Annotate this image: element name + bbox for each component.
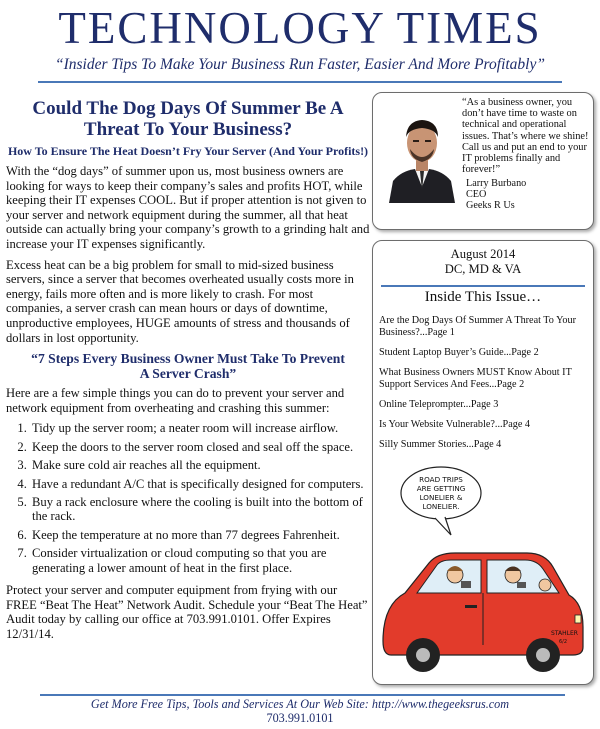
newsletter-tagline: “Insider Tips To Make Your Business Run Faster, Easier And More Profitably” [54, 56, 545, 73]
quote-name: Larry Burbano [466, 178, 527, 190]
article-paragraph-2: Excess heat can be a big problem for small to mid-sized business servers, since a server that becomes overheated usually costs more in energy, fails more often and is more likely to crash. For most companies, a server crash can mean hours or days of downtime, unproductive employees, HUGE amounts of stress and thousands of dollars in lost opportunity. [6, 257, 354, 345]
issue-list-item: Online Teleprompter...Page 3 [379, 399, 499, 410]
svg-text:ARE GETTING: ARE GETTING [416, 484, 466, 493]
article-headline: Could The Dog Days Of Summer Be A Threat To Your Business? [32, 98, 344, 140]
main-article [6, 98, 370, 647]
step-item: 4. Have a redundant A/C that is specifically designed for computers. [30, 477, 370, 491]
issue-list-item: Are the Dog Days Of Summer A Threat To Your Business?...Page 1 [379, 315, 576, 338]
step-item: 3. Make sure cold air reaches all the equipment. [30, 458, 370, 472]
svg-text:LONELIER &: LONELIER & [419, 493, 463, 502]
steps-intro: Here are a few simple things you can do to prevent your server and network equipment from overheating and crashing this summer: [6, 386, 345, 415]
quote-signature [462, 178, 590, 211]
footer-divider [40, 694, 565, 696]
footer-phone: 703.991.0101 [266, 710, 334, 725]
svg-text:LONELIER.: LONELIER. [422, 502, 460, 511]
issue-list-item: Silly Summer Stories...Page 4 [379, 439, 502, 450]
quote-text: “As a business owner, you don’t have time to waste on technical and operational issues. That’s where we shine! Call us and put an end to your IT problems finally and forever!” [462, 97, 589, 176]
step-item: 2. Keep the doors to the server room closed and seal off the space. [30, 440, 370, 454]
quote-role: CEO [466, 189, 487, 201]
cartoon-date: 6/2 [559, 639, 568, 645]
footer [0, 698, 600, 726]
ceo-quote-box [372, 92, 594, 230]
inside-issue-box [372, 240, 594, 685]
quote-company: Geeks R Us [466, 200, 515, 212]
article-paragraph-1: With the “dog days” of summer upon us, most business owners are looking for ways to keep their company’s sales and profits HOT, while keeping their IT expenses COOL. But if proper attention is not given to your server and network equipment during the summer, all that heat outside can actually bring your company’s growth to a grinding halt and increase your IT expenses significantly. [6, 164, 370, 251]
issue-heading: Inside This Issue… [424, 289, 542, 305]
issue-date: August 2014 [450, 247, 516, 261]
step-item: 5. Buy a rack enclosure where the cooling is built into the bottom of the rack. [30, 495, 370, 524]
issue-list-item: What Business Owners MUST Know About IT Support Services And Fees...Page 2 [379, 367, 572, 390]
issue-divider [381, 285, 585, 287]
cartoon-signature: STAHLER [551, 630, 578, 637]
header-divider [38, 81, 562, 83]
step-item: 6. Keep the temperature at no more than 77 degrees Fahrenheit. [30, 528, 370, 542]
steps-title: “7 Steps Every Business Owner Must Take To Prevent A Server Crash” [31, 351, 345, 382]
newsletter-title: TECHNOLOGY TIMES [58, 3, 542, 53]
masthead [0, 0, 600, 84]
step-item: 1. Tidy up the server room; a neater room will increase airflow. [30, 421, 370, 435]
ceo-portrait-photo [385, 107, 459, 203]
article-subhead: How To Ensure The Heat Doesn’t Fry Your Server (And Your Profits!) [7, 144, 369, 158]
footer-website-line: Get More Free Tips, Tools and Services At Our Web Site: http://www.thegeeksrus.com [90, 697, 510, 711]
issue-date-block [373, 247, 593, 276]
road-trip-cartoon [377, 465, 587, 677]
svg-text:ROAD TRIPS: ROAD TRIPS [419, 475, 463, 484]
article-closing: Protect your server and computer equipment from frying with our FREE “Beat The Heat” Network Audit. Schedule your “Beat The Heat” Audit today by calling our office at 703.991.0101. Offer Expires 12/31/14. [6, 582, 368, 641]
issue-list-item: Is Your Website Vulnerable?...Page 4 [379, 419, 530, 430]
steps-list [6, 421, 370, 575]
ceo-quote [462, 97, 590, 211]
issue-region: DC, MD & VA [444, 261, 522, 276]
issue-contents-list [379, 315, 587, 459]
step-item: 7. Consider virtualization or cloud computing so that you are generating a lower amount of heat in the first place. [30, 546, 370, 575]
issue-list-item: Student Laptop Buyer’s Guide...Page 2 [379, 347, 539, 358]
